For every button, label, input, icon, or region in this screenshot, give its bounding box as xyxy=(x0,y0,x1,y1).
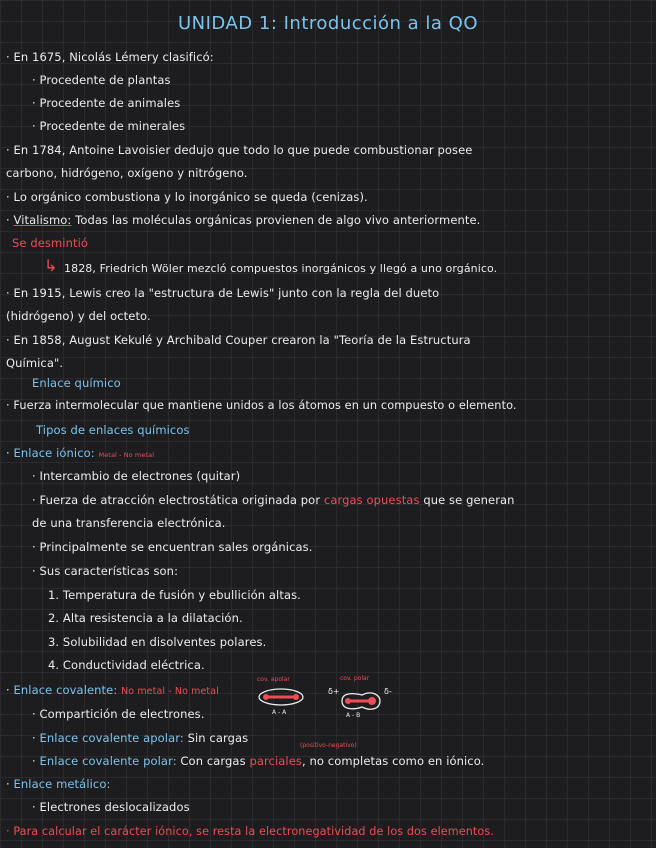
bullet: · xyxy=(32,469,36,483)
diagram-polar-label: cov. polar xyxy=(340,675,370,682)
text: Fuerza de atracción electrostática originada por xyxy=(39,493,321,507)
diagram-apolar-label: cov. apolar xyxy=(257,676,290,683)
line-metalico xyxy=(6,777,110,791)
text: Electrones deslocalizados xyxy=(39,800,190,814)
covalente-label: Enlace covalente: xyxy=(13,683,118,697)
line-ion-caracteristicas xyxy=(32,564,178,578)
bullet: · xyxy=(6,333,10,347)
text: Procedente de animales xyxy=(39,96,181,110)
line-woler: 1828, Friedrich Wöler mezcló compuestos inorgánicos y llegó a uno orgánico. xyxy=(64,262,498,275)
line-ion-intercambio xyxy=(32,469,240,483)
vitalismo-label: Vitalismo: xyxy=(13,213,72,227)
text: Procedente de minerales xyxy=(39,119,186,133)
desmintio-label: Se desmintió xyxy=(12,236,89,250)
list-item-car4: 4. Conductividad eléctrica. xyxy=(48,658,205,672)
text: Procedente de plantas xyxy=(39,73,171,87)
line-cov-polar xyxy=(32,754,484,768)
bullet: · xyxy=(6,143,10,157)
line-ion-fuerza-cont: de una transferencia electrónica. xyxy=(32,516,226,530)
line-lavoisier-cont: carbono, hidrógeno, oxígeno y nitrógeno. xyxy=(6,166,248,180)
line-plantas xyxy=(32,73,171,87)
bullet: · xyxy=(32,754,36,768)
list-item-car3: 3. Solubilidad en disolventes polares. xyxy=(48,635,267,649)
bullet: · xyxy=(6,825,10,838)
atom-a2 xyxy=(293,694,299,700)
line-cov-comparticion xyxy=(32,707,205,721)
line-lewis xyxy=(6,286,439,300)
bullet: · xyxy=(32,493,36,507)
bullet: · xyxy=(32,119,36,133)
text: Intercambio de electrones (quitar) xyxy=(39,469,241,483)
atom-b xyxy=(368,697,376,705)
bullet: · xyxy=(6,213,10,227)
text: Sin cargas xyxy=(183,731,249,745)
line-minerales xyxy=(32,119,185,133)
text: Fuerza intermolecular que mantiene unidos a los átomos en un compuesto o elemento. xyxy=(13,399,517,412)
bullet: · xyxy=(6,683,10,697)
text: Para calcular el carácter iónico, se resta la electronegatividad de los dos elementos. xyxy=(13,825,494,838)
bullet: · xyxy=(32,73,36,87)
delta-minus: δ- xyxy=(384,687,392,696)
line-kekule-cont: Química". xyxy=(6,356,64,370)
line-ion-sales xyxy=(32,540,313,554)
ionico-tag: Metal - No metal xyxy=(98,451,155,459)
text: En 1915, Lewis creo la "estructura de Lewis" junto con la regla del dueto xyxy=(13,286,440,300)
bullet: · xyxy=(6,190,10,204)
line-lavoisier xyxy=(6,143,472,157)
list-item-car2: 2. Alta resistencia a la dilatación. xyxy=(48,611,243,625)
text: , no completas como en iónico. xyxy=(302,754,485,768)
bullet: · xyxy=(6,446,10,460)
text: En 1784, Antoine Lavoisier dedujo que todo lo que puede combustionar posee xyxy=(13,143,473,157)
line-covalente xyxy=(6,683,219,699)
line-lewis-cont: (hidrógeno) y del octeto. xyxy=(6,309,151,323)
bullet: · xyxy=(32,540,36,554)
bullet: · xyxy=(32,707,36,721)
diagram-ab-label: A - B xyxy=(346,712,361,719)
page-title: UNIDAD 1: Introducción a la QO xyxy=(177,13,479,34)
text: En 1858, August Kekulé y Archibald Couper crearon la "Teoría de la Estructura xyxy=(13,333,471,347)
polar-note: (positivo-negativo) xyxy=(300,742,357,749)
section-enlace-quimico: Enlace químico xyxy=(32,376,121,390)
bullet: · xyxy=(32,731,36,745)
text: Principalmente se encuentran sales orgánicas. xyxy=(39,540,313,554)
covalente-tag: No metal - No metal xyxy=(121,686,219,697)
bullet: · xyxy=(6,286,10,300)
text: que se generan xyxy=(423,493,515,507)
line-final xyxy=(6,825,494,839)
bullet: · xyxy=(32,800,36,814)
text: Sus características son: xyxy=(39,564,179,578)
atom-a xyxy=(263,694,269,700)
line-cov-apolar xyxy=(32,731,248,745)
line-kekule xyxy=(6,333,471,347)
parciales: parciales xyxy=(249,754,302,768)
bullet: · xyxy=(6,777,10,791)
line-metal-electrones xyxy=(32,800,190,814)
delta-plus: δ+ xyxy=(328,687,340,696)
diagram-aa-label: A - A xyxy=(272,709,287,716)
atom-a xyxy=(345,698,351,704)
line-organico xyxy=(6,190,368,204)
cargas-opuestas: cargas opuestas xyxy=(323,493,420,507)
list-item-car1: 1. Temperatura de fusión y ebullición altas. xyxy=(48,588,301,602)
line-ionico xyxy=(6,446,154,460)
bullet: · xyxy=(6,50,10,64)
covalent-apolar-diagram xyxy=(256,686,306,708)
text: Todas las moléculas orgánicas provienen de algo vivo anteriormente. xyxy=(71,213,481,227)
bullet: · xyxy=(6,399,10,412)
apolar-label: Enlace covalente apolar: xyxy=(39,731,184,745)
line-fuerza xyxy=(6,399,517,413)
ionico-label: Enlace iónico: xyxy=(13,446,95,460)
arrow-icon: ↳ xyxy=(44,256,58,275)
metalico-label: Enlace metálico: xyxy=(13,777,111,791)
polar-label: Enlace covalente polar: xyxy=(39,754,177,768)
covalent-polar-diagram xyxy=(336,688,382,714)
bullet: · xyxy=(32,564,36,578)
text: Con cargas xyxy=(176,754,246,768)
text: Lo orgánico combustiona y lo inorgánico se queda (cenizas). xyxy=(13,190,368,204)
text: Compartición de electrones. xyxy=(39,707,205,721)
line-lemery xyxy=(6,50,214,64)
line-vitalismo xyxy=(6,213,480,227)
line-ion-fuerza xyxy=(32,493,515,507)
section-tipos: Tipos de enlaces químicos xyxy=(36,423,190,437)
line-animales xyxy=(32,96,180,110)
text: En 1675, Nicolás Lémery clasificó: xyxy=(13,50,214,64)
bullet: · xyxy=(32,96,36,110)
